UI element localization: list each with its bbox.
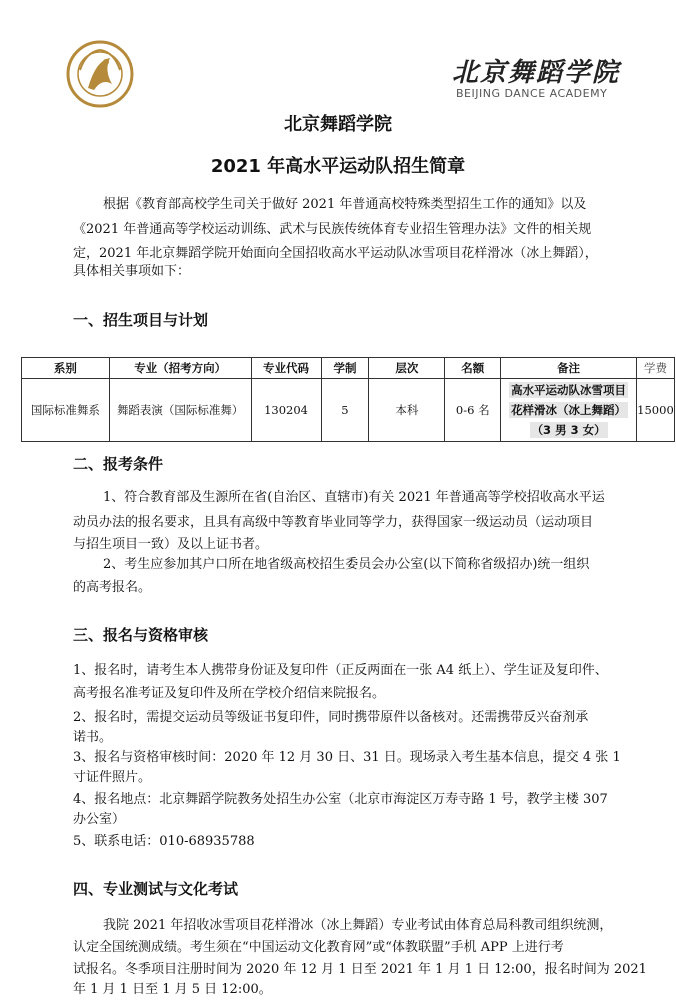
academy-wordmark (452, 58, 632, 108)
intro-line-2: 《2021 年普通高等学校运动训练、武术与民族传统体育专业招生管理办法》文件的相关规 (73, 222, 592, 237)
intro-line-4: 具体相关事项如下： (73, 264, 191, 279)
table-header-row (22, 358, 675, 379)
cell-fee: 15000 (636, 379, 674, 442)
section-2-p2-line-2: 的高考报名。 (73, 580, 152, 595)
section-4-line-4: 年 1 月 1 日至 1 月 5 日 12:00。 (73, 982, 272, 997)
header-fee: 学费 (636, 358, 674, 379)
section-3-heading: 三、报名与资格审核 (73, 626, 209, 644)
intro-line-3: 定，2021 年北京舞蹈学院开始面向全国招收高水平运动队冰雪项目花样滑冰（冰上舞蹈）， (73, 246, 598, 261)
intro-line-1: 根据《教育部高校学生司关于做好 2021 年普通高校特殊类型招生工作的通知》以及 (103, 197, 587, 212)
note-line-1: 高水平运动队冰雪项目 (511, 383, 627, 397)
cell-code: 130204 (251, 379, 321, 442)
document-subtitle: 2021 年高水平运动队招生简章 (210, 156, 466, 177)
section-3-line-1: 1、报名时，请考生本人携带身份证及复印件（正反两面在一张 A4 纸上）、学生证及复印件、 (73, 663, 608, 678)
section-3-line-9: 5、联系电话：010-68935788 (73, 834, 255, 849)
section-3-line-6: 寸证件照片。 (73, 770, 152, 785)
cell-quota: 0-6 名 (445, 379, 501, 442)
header-code: 专业代码 (251, 358, 321, 379)
header-quota: 名额 (445, 358, 501, 379)
header-years: 学制 (321, 358, 369, 379)
table-row (22, 379, 675, 442)
section-3-line-8: 办公室） (73, 812, 126, 827)
wordmark-chinese: 北京舞蹈学院 (452, 58, 621, 88)
header-dept: 系别 (22, 358, 110, 379)
section-4-line-2: 认定全国统测成绩。考生须在“中国运动文化教育网”或“体教联盟”手机 APP 上进行考 (73, 940, 564, 955)
section-4-heading: 四、专业测试与文化考试 (73, 880, 239, 898)
header-major: 专业（招考方向） (109, 358, 251, 379)
academy-seal-logo (66, 40, 134, 108)
section-3-line-7: 4、报名地点：北京舞蹈学院教务处招生办公室（北京市海淀区万寿寺路 1 号，教学主楼 307 (73, 792, 608, 807)
section-1-heading: 一、招生项目与计划 (73, 311, 209, 329)
cell-years: 5 (321, 379, 369, 442)
enrollment-plan-table (21, 357, 675, 442)
section-2-p1-line-3: 与招生项目一致）及以上证书者。 (73, 537, 269, 552)
section-2-p2-line-1: 2、考生应参加其户口所在地省级高校招生委员会办公室(以下简称省级招办)统一组织 (103, 557, 590, 572)
section-3-line-4: 诺书。 (73, 730, 113, 745)
cell-major: 舞蹈表演（国际标准舞） (109, 379, 251, 442)
section-4-line-1: 我院 2021 年招收冰雪项目花样滑冰（冰上舞蹈）专业考试由体育总局科教司组织统测， (103, 918, 613, 933)
header-level: 层次 (369, 358, 445, 379)
section-3-line-5: 3、报名与资格审核时间：2020 年 12 月 30 日、31 日。现场录入考生基本信息，提交 4 张 1 (73, 750, 621, 765)
cell-level: 本科 (369, 379, 445, 442)
section-2-heading: 二、报考条件 (73, 455, 164, 473)
note-line-2: 花样滑冰（冰上舞蹈） (511, 403, 627, 417)
cell-note (501, 379, 637, 442)
section-3-line-2: 高考报名准考证及复印件及所在学校介绍信来院报名。 (73, 686, 386, 701)
note-line-3: （3 男 3 女） (531, 423, 606, 437)
letterhead (0, 0, 676, 105)
cell-dept: 国际标准舞系 (22, 379, 110, 442)
section-2-p1-line-2: 动员办法的报名要求，且具有高级中等教育毕业同等学力，获得国家一级运动员（运动项目 (73, 515, 594, 530)
wordmark-english: BEIJING DANCE ACADEMY (456, 87, 608, 100)
section-3-line-3: 2、报名时，需提交运动员等级证书复印件，同时携带原件以备核对。还需携带反兴奋剂承 (73, 710, 589, 725)
section-2-p1-line-1: 1、符合教育部及生源所在省(自治区、直辖市)有关 2021 年普通高等学校招收高水平运 (103, 490, 605, 505)
document-title: 北京舞蹈学院 (284, 114, 392, 135)
section-4-line-3: 试报名。冬季项目注册时间为 2020 年 12 月 1 日至 2021 年 1 月 1 日 12:00，报名时间为 2021 (73, 962, 647, 977)
header-note: 备注 (501, 358, 637, 379)
